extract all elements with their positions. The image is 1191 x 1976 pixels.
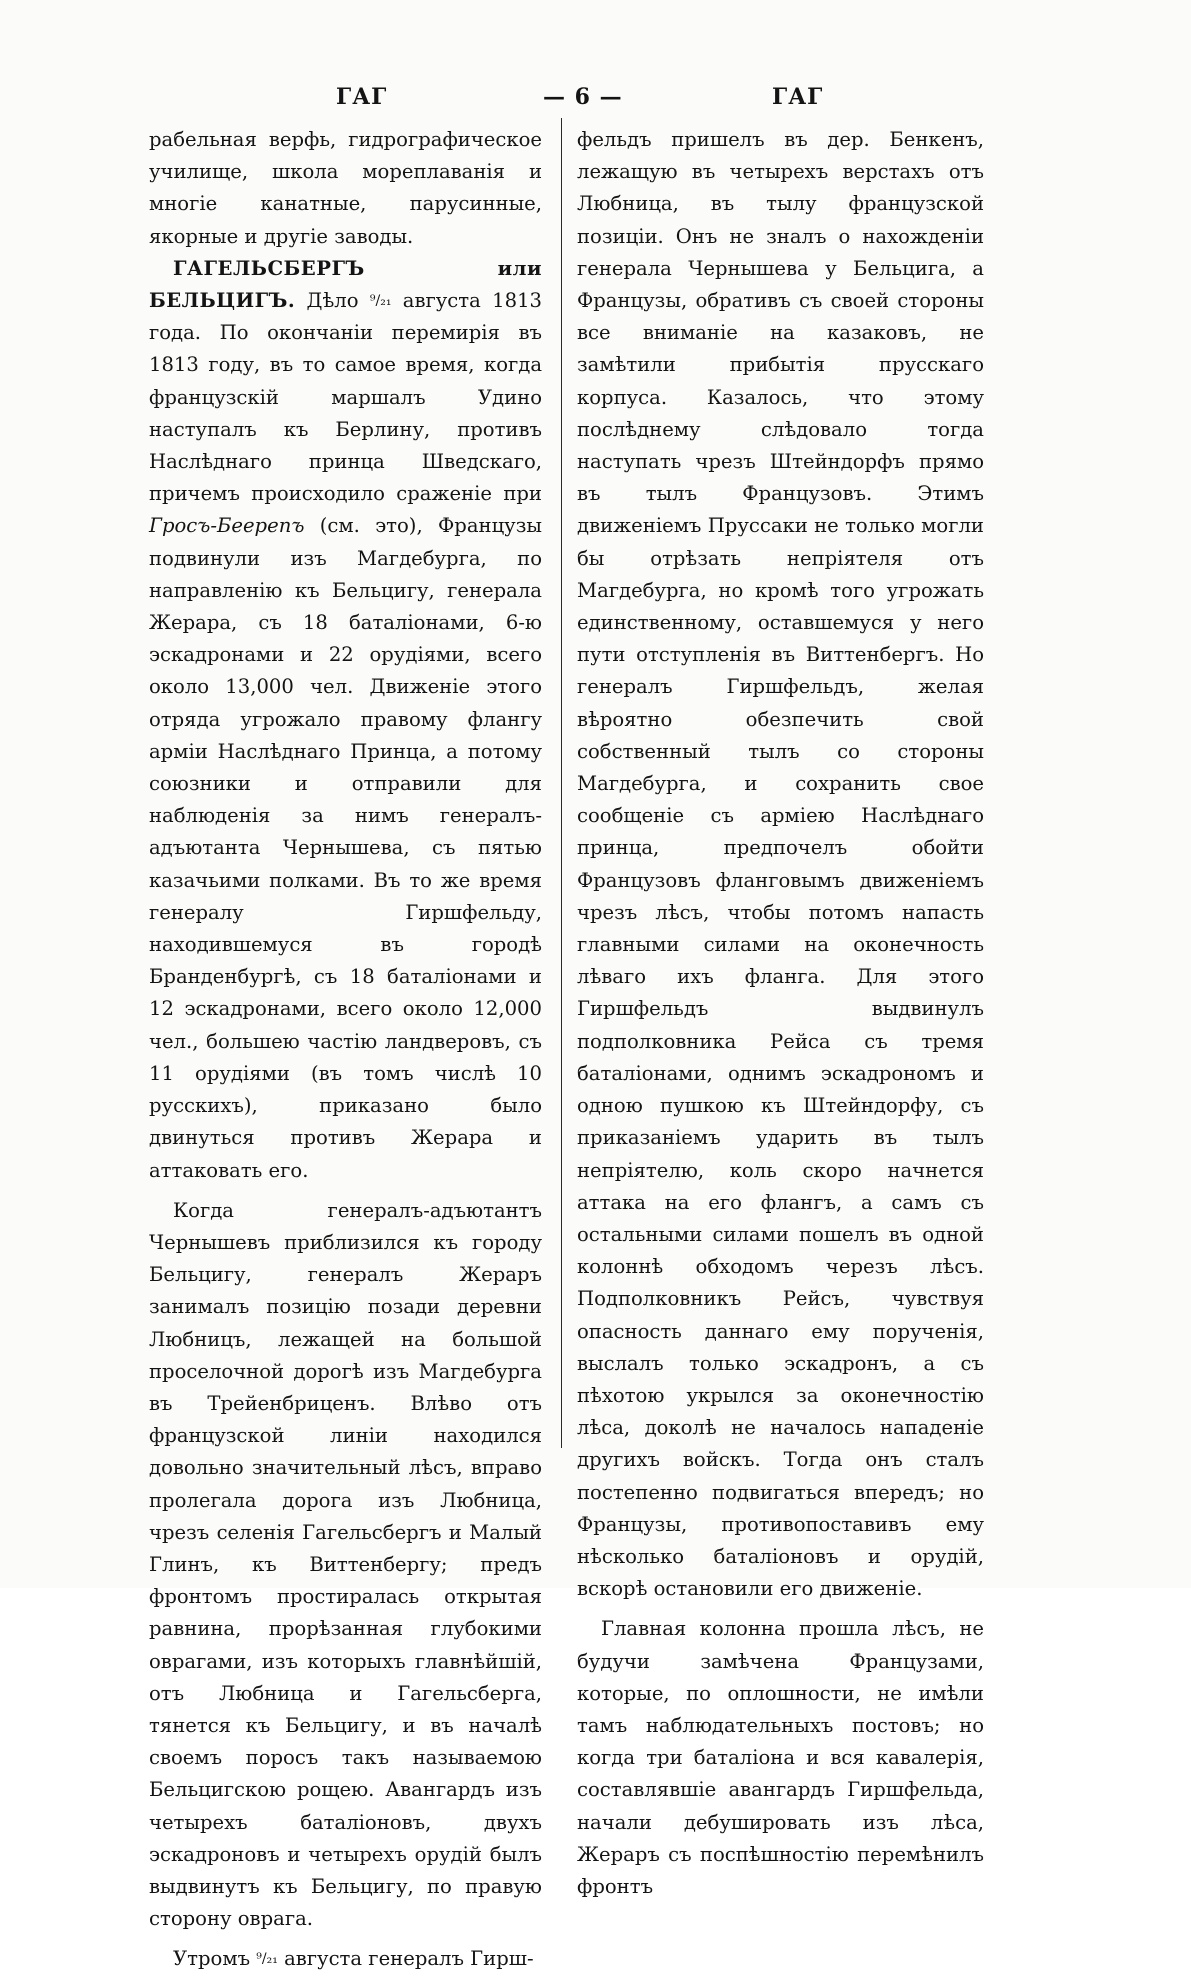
header-left-word: ГАГ	[336, 84, 388, 110]
paragraph: рабельная верфь, гидрографическое училище, школа мореплаванія и многіе канатные, парусинные, якорные и другіе заводы.	[149, 128, 542, 248]
running-header	[140, 84, 1010, 118]
text-run: Утромъ	[173, 1947, 257, 1971]
paragraph	[149, 1943, 542, 1975]
article-heading: ГАГЕЛЬСБЕРГЪ или БЕЛЬЦИГЪ.	[149, 256, 542, 313]
paragraph: Когда генералъ-адъютантъ Чернышевъ приблизился къ городу Бельцигу, генералъ Жераръ занималъ позицію позади деревни Любницъ, лежащей на большой проселочной дорогѣ изъ Магдебурга въ Трейенбриценъ. Влѣво отъ французской линіи находился довольно значительный лѣсъ, вправо пролегала дорога изъ Любница, чрезъ селенія Гагельсбергъ и Малый Глинъ, къ Виттенбергу; предъ фронтомъ простиралась открытая равнина, прорѣзанная глубокими оврагами, изъ которыхъ главнѣйшій, отъ Любница и Гагельсберга, тянется къ Бельцигу, и въ началѣ своемъ поросъ такъ называемою Бельцигскою рощею. Авангардъ изъ четырехъ баталіоновъ, двухъ эскадроновъ и четырехъ орудій былъ выдвинутъ къ Бельцигу, по правую сторону оврага.	[149, 1198, 542, 1931]
text-run: августа 1813 года. По окончаніи перемирія въ 1813 году, въ то самое время, когда французскій маршалъ Удино наступалъ къ Берлину, противъ Наслѣднаго принца Шведскаго, причемъ происходило сраженіе при	[149, 289, 542, 506]
date-fraction: ⁹/₂₁	[256, 1951, 278, 1968]
paragraph: Главная колонна прошла лѣсъ, не будучи замѣчена Французами, которые, по оплошности, не имѣли тамъ наблюдательныхъ постовъ; но когда три баталіона и вся кавалерія, составлявшіе авангардъ Гиршфельда, начали дебушировать изъ лѣса, Жераръ съ поспѣшностію перемѣнилъ фронтъ	[577, 1617, 984, 1898]
cross-reference: Гросъ-Беереnъ	[149, 514, 305, 538]
left-column	[149, 124, 542, 1976]
article-gagelsberg	[149, 253, 542, 1187]
column-divider	[561, 118, 562, 1448]
page-number: — 6 —	[543, 84, 623, 110]
header-right-word: ГАГ	[772, 84, 824, 110]
text-run: (см. это), Французы подвинули изъ Магдебурга, по направленію къ Бельцигу, генерала Жерара, съ 18 баталіонами, 6-ю эскадронами и 22 орудіями, всего около 13,000 чел. Движеніе этого отряда угрожало правому флангу арміи Наслѣднаго Принца, а потому союзники и отправили для наблюденія за нимъ генералъ-адъютанта Чернышева, съ пятью казачьими полками. Въ то же время генералу Гиршфельду, находившемуся въ городѣ Бранденбургѣ, съ 18 баталіонами и 12 эскадронами, всего около 12,000 чел., большею частію ландверовъ, съ 11 орудіями (въ томъ числѣ 10 русскихъ), приказано было двинуться противъ Жерара и аттаковать его.	[149, 514, 542, 1182]
text-run: Дѣло	[295, 289, 370, 313]
right-column	[577, 124, 984, 1903]
date-fraction: ⁹/₂₁	[369, 293, 392, 310]
paragraph: фельдъ пришелъ въ дер. Бенкенъ, лежащую въ четырехъ верстахъ отъ Любница, въ тылу французской позиціи. Онъ не зналъ о нахожденіи генерала Чернышева у Бельцига, а Французы, обративъ съ своей стороны все вниманіе на казаковъ, не замѣтили прибытія прусскаго корпуса. Казалось, что этому послѣднему слѣдовало тогда наступать чрезъ Штейндорфъ прямо въ тылъ Французовъ. Этимъ движеніемъ Пруссаки не только могли бы отрѣзать непріятеля отъ Магдебурга, но кромѣ того угрожать единственному, оставшемуся у него пути отступленія въ Виттенбергъ. Но генералъ Гиршфельдъ, желая вѣроятно обезпечить свой собственный тылъ со стороны Магдебурга, и сохранить свое сообщеніе съ арміею Наслѣднаго принца, предпочелъ обойти Французовъ фланговымъ движеніемъ чрезъ лѣсъ, чтобы потомъ напасть главными силами на оконечность лѣваго ихъ фланга. Для этого Гиршфельдъ выдвинулъ подполковника Рейса съ тремя баталіонами, однимъ эскадрономъ и одною пушкою къ Штейндорфу, съ приказаніемъ ударить въ тылъ непріятелю, коль скоро начнется аттака на его флангъ, а самъ съ остальными силами пошелъ въ одной колоннѣ обходомъ черезъ лѣсъ. Подполковникъ Рейсъ, чувствуя опасность даннаго ему порученія, выслалъ только эскадронъ, а съ пѣхотою укрылся за оконечностію лѣса, доколѣ не началось нападеніе другихъ войскъ. Тогда онъ сталъ постепенно подвигаться впередъ; но Французы, противопоставивъ ему нѣсколько баталіоновъ и орудій, вскорѣ остановили его движеніе.	[577, 128, 984, 1601]
text-run: августа генералъ Гирш-	[277, 1947, 534, 1971]
